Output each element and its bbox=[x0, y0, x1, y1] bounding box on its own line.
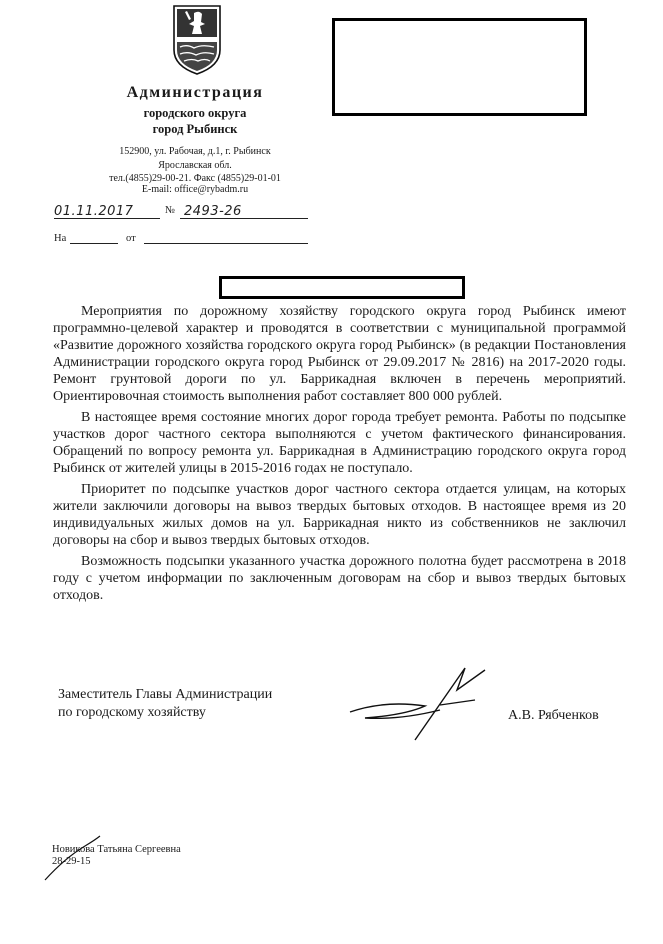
executor-phone: 28-29-15 bbox=[52, 856, 91, 867]
date-line bbox=[54, 202, 160, 219]
body-paragraph-4: Возможность подсыпки указанного участка дорожного полотна будет рассмотрена в 2018 году с учетом информации по заключенным договорам на сбор и вывоз твердых бытовых отходов. bbox=[53, 554, 626, 603]
org-line-2: город Рыбинск bbox=[152, 122, 238, 136]
reply-date-line bbox=[144, 243, 308, 244]
coat-of-arms-icon bbox=[172, 4, 222, 76]
redacted-salutation-box bbox=[219, 276, 465, 299]
executor-handwritten-mark bbox=[40, 828, 105, 883]
reply-number-line bbox=[70, 243, 118, 244]
body-paragraph-2: В настоящее время состояние многих дорог города требует ремонта. Работы по подсыпке участков дорог частного сектора выполняются с учетом фактического финансирования. Обращений по вопросу ремонта ул. Баррикадная в Администрацию городского округа город Рыбинск от жителей улицы в 2015-2016 годах не поступало. bbox=[53, 410, 626, 476]
email-line: E-mail: office@rybadm.ru bbox=[141, 184, 249, 195]
handwritten-signature bbox=[345, 660, 495, 745]
letter-body bbox=[53, 303, 626, 608]
org-line-1: городского округа bbox=[143, 106, 247, 120]
redacted-addressee-box bbox=[332, 18, 587, 116]
body-paragraph-3: Приоритет по подсыпке участков дорог частного сектора отдается улицам, на которых жители заключили договоры на вывоз твердых бытовых отходов. В настоящее время из 20 индивидуальных жилых домов на ул. Баррикадная никто из собственников не заключил договоры на сбор и вывоз твердых бытовых отходов. bbox=[53, 482, 626, 548]
number-handwritten: 2493-26 bbox=[184, 204, 242, 219]
org-name: Администрация bbox=[126, 84, 264, 101]
body-paragraph-1: Мероприятия по дорожному хозяйству городского округа город Рыбинск имеют программно-целевой характер и проводятся в соответствии с муниципальной программой «Развитие дорожного хозяйства городского округа город Рыбинск» (в редакции Постановления Администрации городского округа город Рыбинск от 29.09.2017 № 2816) на 2017-2020 годы. Ремонт грунтовой дороги по ул. Баррикадная включен в перечень мероприятий. Ориентировочная стоимость выполнения работ составляет 800 000 рублей. bbox=[53, 304, 626, 404]
reply-label-ot: от bbox=[126, 233, 136, 244]
reply-label-na: На bbox=[54, 233, 67, 244]
number-line bbox=[180, 202, 308, 219]
signatory-title-line-1: Заместитель Главы Администрации bbox=[58, 687, 273, 702]
address-line-1: 152900, ул. Рабочая, д.1, г. Рыбинск bbox=[119, 146, 271, 157]
executor-name: Новикова Татьяна Сергеевна bbox=[52, 844, 181, 855]
date-handwritten: 01.11.2017 bbox=[54, 204, 134, 219]
signatory-name: А.В. Рябченков bbox=[508, 708, 599, 723]
signatory-title bbox=[58, 686, 272, 722]
number-prefix: № bbox=[165, 205, 176, 216]
signatory-title-line-2: по городскому хозяйству bbox=[58, 705, 206, 720]
address-line-2: Ярославская обл. bbox=[158, 160, 232, 171]
contact-line: тел.(4855)29-00-21. Факс (4855)29-01-01 bbox=[109, 173, 281, 184]
